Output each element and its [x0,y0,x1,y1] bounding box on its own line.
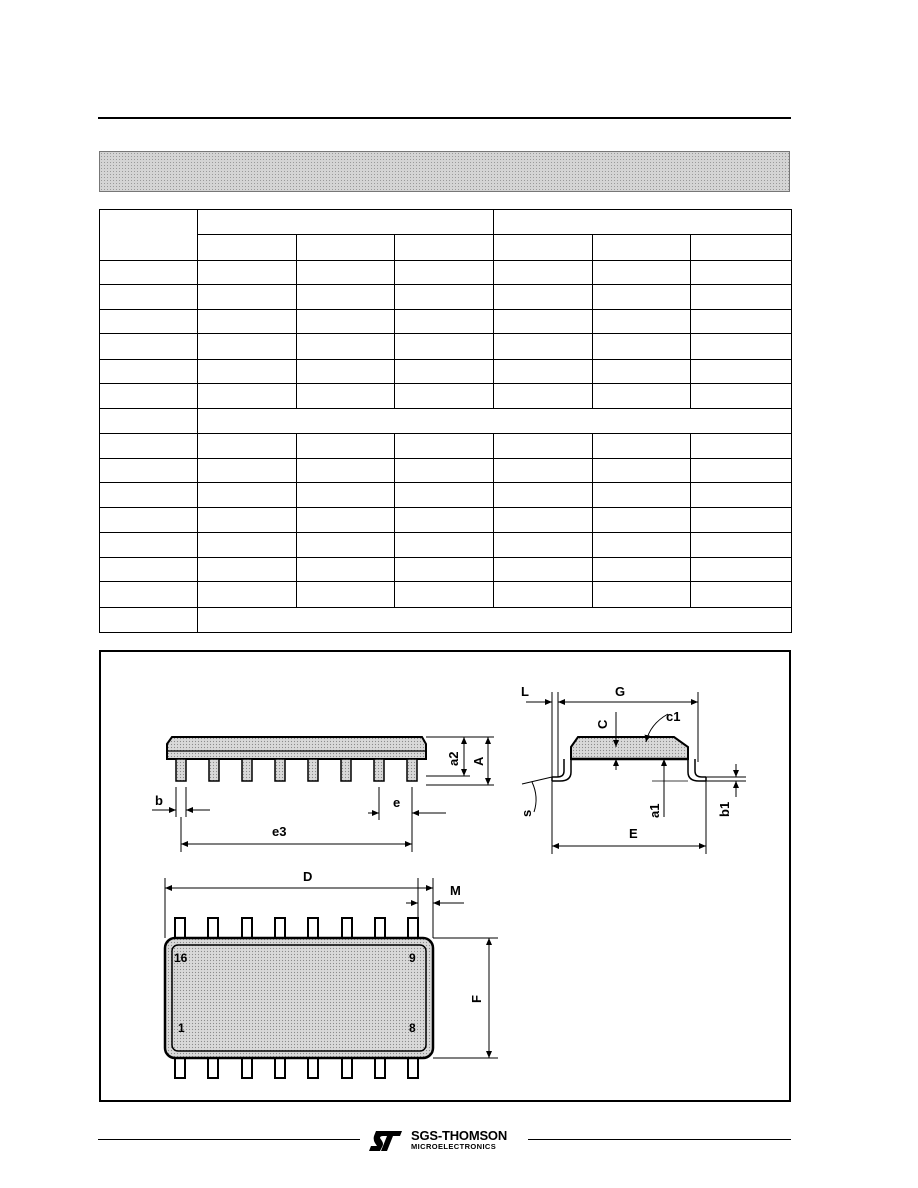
dim-label-D: D [303,869,313,884]
table-cell [297,359,395,383]
table-cell [198,359,297,383]
table-cell [100,458,198,482]
table-cell [494,235,593,260]
table-cell [100,409,198,433]
table-cell [198,284,297,309]
footer-rule-right [528,1139,791,1140]
table-cell [593,384,691,409]
package-outline-drawing [101,652,793,1104]
dim-label-M: M [450,883,461,898]
table-row [100,310,792,334]
table-cell [198,532,297,557]
table-cell [198,260,297,284]
table-cell [593,310,691,334]
table-cell [100,532,198,557]
table-cell [593,433,691,458]
table-cell [593,284,691,309]
table-cell [297,384,395,409]
table-cell [100,310,198,334]
pin-label-9: 9 [409,951,416,965]
table-row [100,260,792,284]
table-cell [297,235,395,260]
table-cell [691,532,792,557]
table-cell [198,433,297,458]
table-cell [198,235,297,260]
table-row [100,483,792,508]
table-cell [395,384,494,409]
dim-label-C: C [595,719,610,729]
package-drawing-frame [99,650,791,1102]
table-cell [395,582,494,607]
table-cell [198,384,297,409]
table-cell [395,284,494,309]
table-cell [691,235,792,260]
table-cell [395,260,494,284]
section-banner [99,151,790,192]
st-logo [368,1128,520,1154]
table-cell [691,310,792,334]
dim-label-e: e [393,795,401,810]
table-cell [494,310,593,334]
dim-label-E: E [629,826,638,841]
table-cell [297,483,395,508]
table-cell [297,310,395,334]
table-cell [691,582,792,607]
dim-label-c1: c1 [666,709,681,724]
header-rule [98,117,791,119]
table-row [100,284,792,309]
table-cell [198,210,494,235]
table-cell [494,483,593,508]
table-cell [395,508,494,532]
dim-label-e3: e3 [272,824,287,839]
table-cell [593,483,691,508]
table-cell [297,433,395,458]
table-cell [494,433,593,458]
table-cell [593,508,691,532]
table-cell [395,334,494,359]
table-cell [100,582,198,607]
table-cell [297,508,395,532]
table-cell [297,334,395,359]
table-row [100,210,792,235]
footer-rule-left [98,1139,360,1140]
table-row [100,384,792,409]
table-cell [691,260,792,284]
table-cell [494,532,593,557]
table-cell [494,558,593,582]
table-cell [494,284,593,309]
dim-label-b1: b1 [717,801,732,817]
table-cell [494,582,593,607]
table-cell [297,260,395,284]
pin-label-16: 16 [174,951,188,965]
pin-label-8: 8 [409,1021,416,1035]
table-cell [691,483,792,508]
table-cell [100,359,198,383]
dimensions-table [99,209,792,633]
table-cell [691,458,792,482]
dim-label-L: L [521,684,529,699]
dim-label-s: s [519,809,534,817]
dim-label-F: F [469,995,484,1003]
top-view [165,869,498,1078]
table-cell [691,508,792,532]
table-cell [297,582,395,607]
table-cell [494,508,593,532]
table-cell [198,607,792,632]
table-cell [395,359,494,383]
table-cell [593,558,691,582]
table-cell [593,458,691,482]
table-cell [395,558,494,582]
table-row [100,409,792,433]
pin-label-1: 1 [178,1021,185,1035]
table-cell [494,210,792,235]
table-cell [593,235,691,260]
brand-subtitle: MICROELECTRONICS [411,1142,497,1151]
table-cell [494,384,593,409]
table-cell [593,532,691,557]
table-cell [198,483,297,508]
table-cell [691,359,792,383]
table-cell [297,532,395,557]
table-cell [494,359,593,383]
table-cell [100,558,198,582]
table-cell [593,359,691,383]
table-cell [100,433,198,458]
table-cell [198,582,297,607]
table-cell [395,433,494,458]
table-cell [395,532,494,557]
table-cell [395,310,494,334]
table-row [100,558,792,582]
dim-label-b: b [155,793,163,808]
table-cell [297,558,395,582]
table-cell [198,458,297,482]
table-row [100,458,792,482]
table-cell [691,284,792,309]
table-cell [100,508,198,532]
end-view [519,684,746,854]
table-cell [593,334,691,359]
table-cell [100,384,198,409]
dim-label-G: G [615,684,626,699]
table-cell [593,582,691,607]
table-cell [198,310,297,334]
table-row [100,359,792,383]
table-cell [395,483,494,508]
table-cell [297,284,395,309]
table-cell [691,433,792,458]
table-row [100,532,792,557]
table-cell [297,458,395,482]
table-cell [593,260,691,284]
table-cell [395,458,494,482]
dim-label-a1: a1 [647,803,662,818]
table-cell [198,409,792,433]
table-cell [100,607,198,632]
table-row [100,235,792,260]
table-cell [100,284,198,309]
table-cell [198,334,297,359]
table-cell [494,334,593,359]
table-row [100,334,792,359]
table-row [100,582,792,607]
table-cell [494,260,593,284]
brand-name: SGS-THOMSON [411,1128,508,1143]
dim-label-A: A [471,756,486,766]
table-row [100,433,792,458]
table-cell [100,483,198,508]
table-cell [691,334,792,359]
table-cell [395,235,494,260]
side-view [152,737,494,852]
table-cell [100,210,198,261]
table-cell [100,260,198,284]
table-row [100,508,792,532]
table-cell [691,384,792,409]
table-cell [100,334,198,359]
table-cell [691,558,792,582]
table-cell [198,558,297,582]
dim-label-a2: a2 [446,751,461,766]
table-cell [198,508,297,532]
table-row [100,607,792,632]
st-logo-icon [368,1130,404,1152]
table-cell [494,458,593,482]
